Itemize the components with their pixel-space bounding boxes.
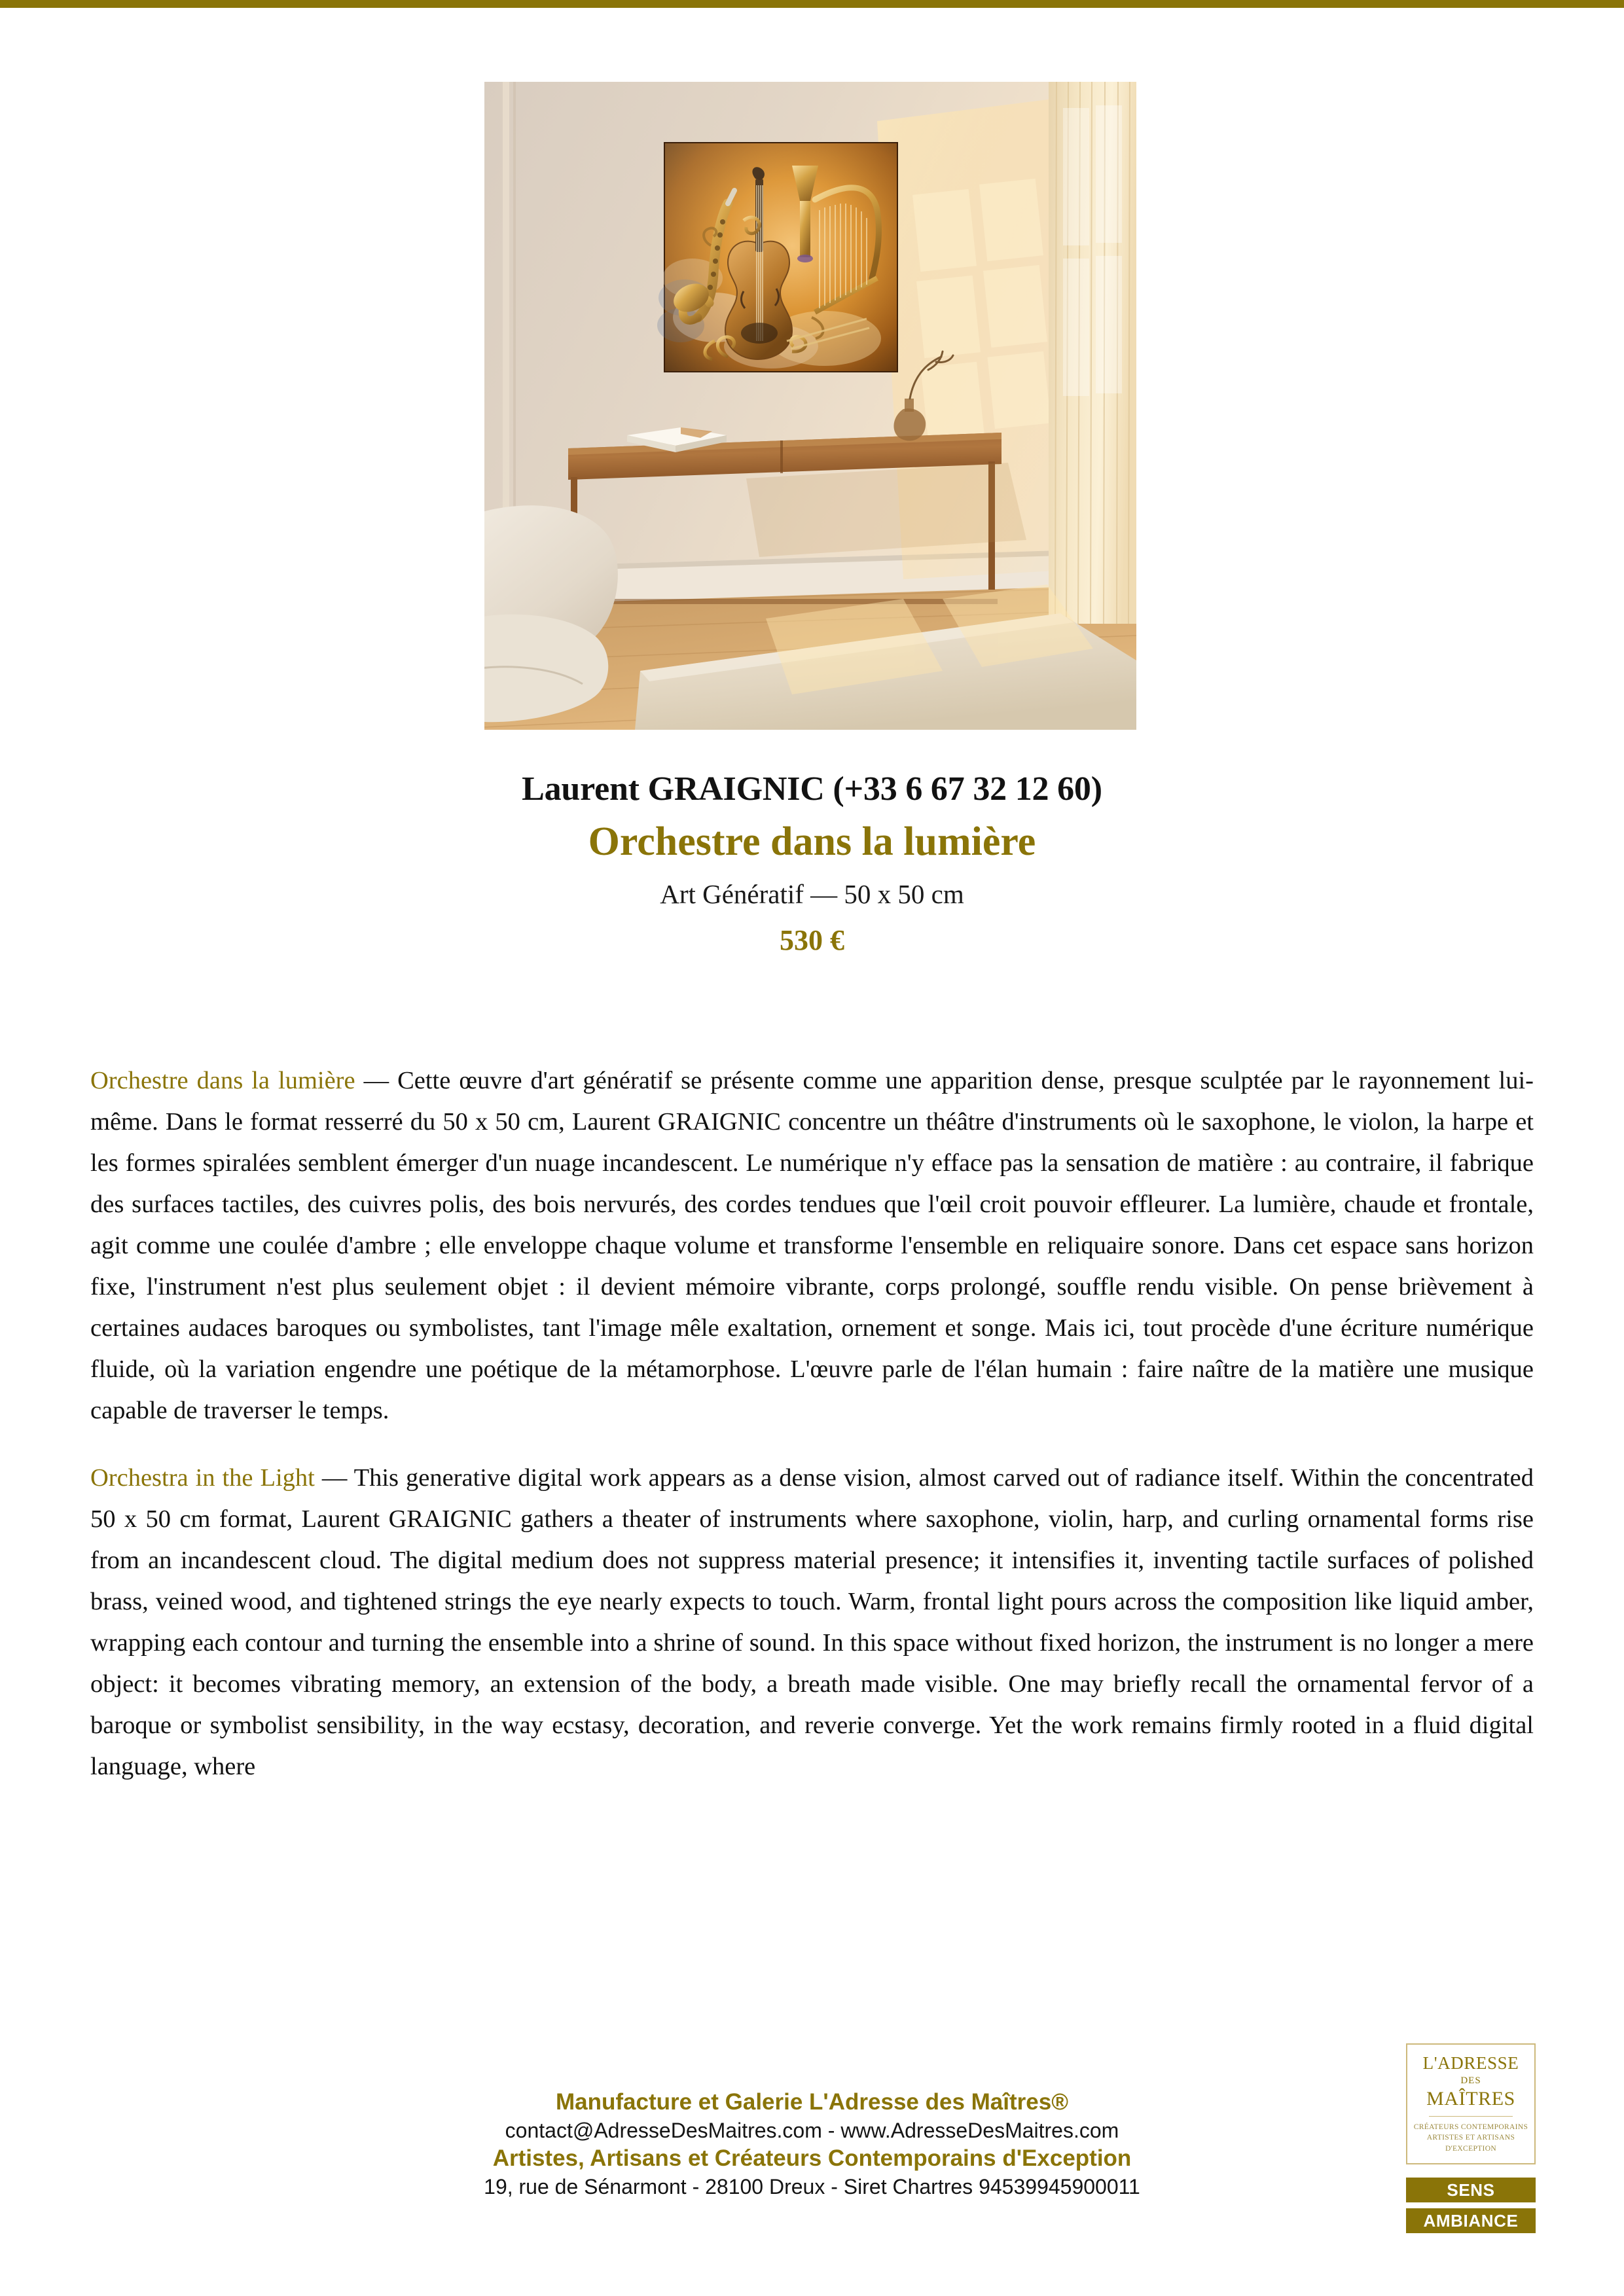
logo-card bbox=[1406, 2043, 1536, 2164]
footer-address-siret: 19, rue de Sénarmont - 28100 Dreux - Siret Chartres 94539945900011 bbox=[484, 2174, 1140, 2198]
description-text-en: This generative digital work appears as a dense vision, almost carved out of radiance itself. Within the concentrated 50 x 50 cm format, Laurent GRAIGNIC gathers a theater of instruments where saxophone, violin, harp, and curling ornamental forms rise from an incandescent cloud. The digital medium does not suppress material presence; it intensifies it, inventing tactile surfaces of polished brass, veined wood, and tightened strings the eye nearly expects to touch. Warm, frontal light pours across the composition like liquid amber, wrapping each contour and turning the ensemble into a shrine of sound. In this space without fixed horizon, the instrument is no longer a mere object: it becomes vibrating memory, an extension of the body, a breath made visible. One may briefly recall the ornamental fervor of a baroque or symbolist sensibility, in the way ecstasy, decoration, and reverie converge. Yet the work remains firmly rooted in a fluid digital language, where bbox=[90, 1464, 1534, 1780]
artwork-medium-and-size: Art Génératif — 50 x 50 cm bbox=[660, 878, 964, 909]
description-paragraph-en bbox=[90, 1458, 1534, 1787]
description-text-fr: Cette œuvre d'art génératif se présente comme une apparition dense, presque sculptée par le rayonnement lui-même. Dans le format resserré du 50 x 50 cm, Laurent GRAIGNIC concentre un théâtre d'instruments où le saxophone, le violon, la harpe et les formes spiralées semblent émerger d'un nuage incandescent. Le numérique n'y efface pas la sensation de matière : au contraire, il fabrique des surfaces tactiles, des cuivres polis, des bois nervurés, des cordes tendues que l'œil croit pouvoir effleurer. La lumière, chaude et frontale, agit comme une coulée d'ambre ; elle enveloppe chaque volume et transforme l'ensemble en reliquaire sonore. Dans cet espace sans horizon fixe, l'instrument n'est plus seulement objet : il devient mémoire vibrante, corps prolongé, souffle rendu visible. On pense brièvement à certaines audaces baroques ou symbolistes, tant l'image mêle exaltation, ornement et songe. Mais ici, tout procède d'une écriture numérique fluide, où la variation engendre une poétique de la métamorphose. L'œuvre parle de l'élan humain : faire naître de la matière une musique capable de traverser le temps. bbox=[90, 1067, 1534, 1424]
artist-name-and-phone: Laurent GRAIGNIC (+33 6 67 32 12 60) bbox=[522, 770, 1102, 808]
description-separator-en: — bbox=[314, 1464, 354, 1492]
logo-subtitle-1: CRÉATEURS CONTEMPORAINS bbox=[1413, 2123, 1528, 2131]
page-footer bbox=[0, 2088, 1624, 2200]
artwork-price: 530 € bbox=[780, 924, 844, 957]
description-separator-fr: — bbox=[355, 1067, 398, 1094]
description-column bbox=[90, 1060, 1534, 1787]
logo-line-maitres: MAÎTRES bbox=[1426, 2088, 1515, 2110]
room-mockup-illustration bbox=[484, 82, 1136, 730]
footer-tagline: Artistes, Artisans et Créateurs Contemporains d'Exception bbox=[492, 2145, 1132, 2171]
artwork-title: Orchestre dans la lumière bbox=[588, 819, 1036, 865]
logo-divider bbox=[1429, 2116, 1513, 2117]
description-lead-en: Orchestra in the Light bbox=[90, 1464, 315, 1492]
logo-line-adresse: L'ADRESSE bbox=[1422, 2053, 1519, 2073]
badge-ambiance: AMBIANCE bbox=[1406, 2208, 1536, 2233]
footer-company-name: Manufacture et Galerie L'Adresse des Maîtres® bbox=[555, 2089, 1068, 2115]
logo-subtitle-2: ARTISTES ET ARTISANS bbox=[1426, 2134, 1515, 2142]
description-paragraph-fr bbox=[90, 1060, 1534, 1431]
description-lead-fr: Orchestre dans la lumière bbox=[90, 1067, 355, 1094]
brand-logo-block bbox=[1406, 2043, 1536, 2233]
logo-subtitle-3: D'EXCEPTION bbox=[1445, 2145, 1497, 2153]
top-gold-rule bbox=[0, 0, 1624, 8]
artwork-mockup-image bbox=[484, 82, 1136, 730]
footer-contact[interactable]: contact@AdresseDesMaitres.com - www.AdresseDesMaitres.com bbox=[505, 2118, 1119, 2142]
artwork-title-block bbox=[0, 769, 1624, 959]
badge-sens: SENS bbox=[1406, 2178, 1536, 2202]
logo-line-des: DES bbox=[1460, 2075, 1481, 2086]
